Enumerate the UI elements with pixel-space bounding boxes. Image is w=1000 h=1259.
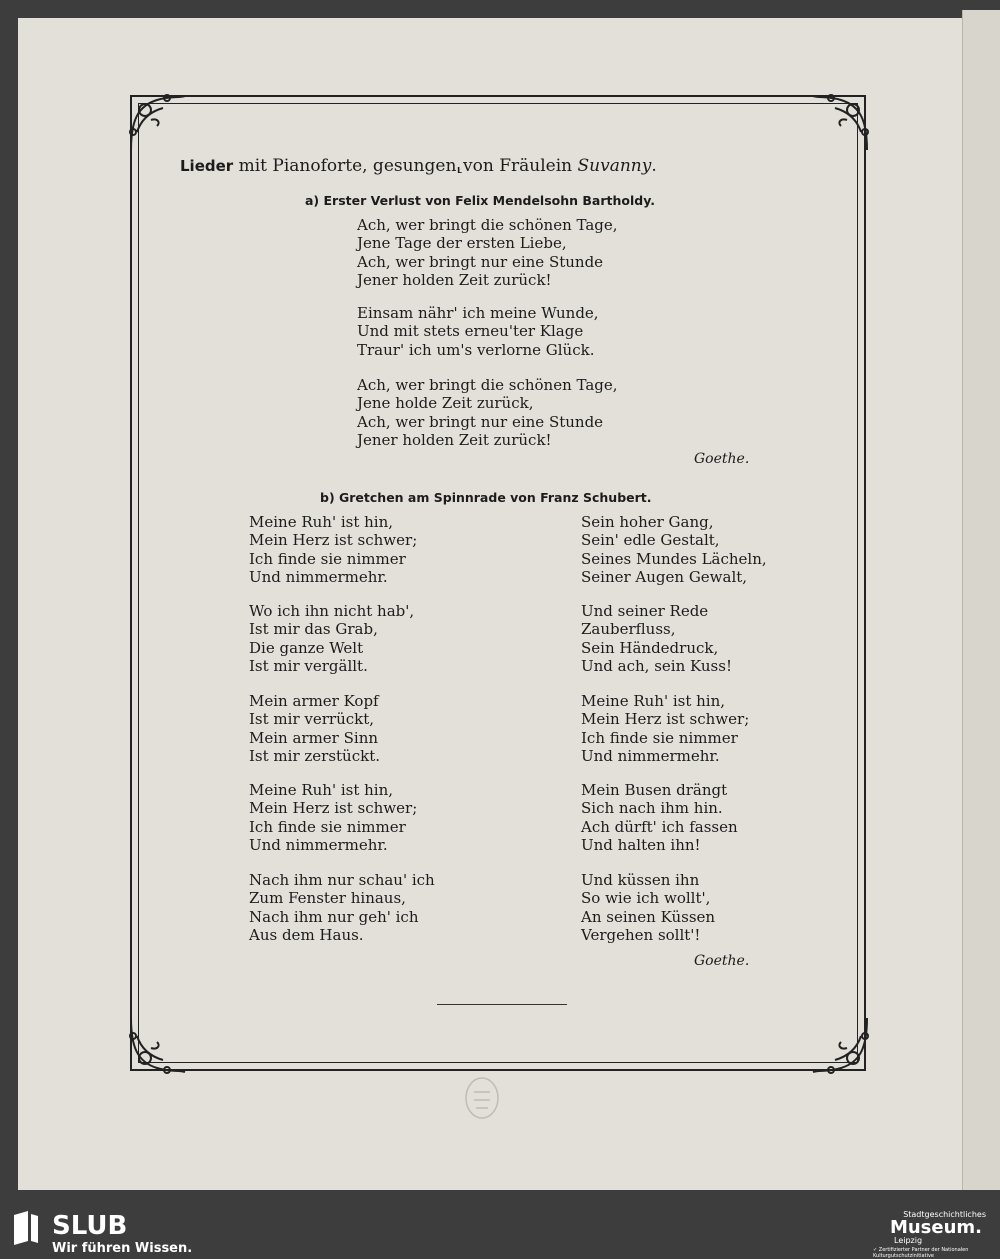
verse-line: Die ganze Welt [249, 638, 364, 657]
verse-line: Und nimmermehr. [249, 835, 388, 854]
verse-line: Mein armer Kopf [249, 692, 379, 710]
verse-line: Jener holden Zeit zurück! [357, 270, 552, 289]
slub-name[interactable]: SLUB [52, 1211, 128, 1241]
song-a-stanza [357, 216, 618, 289]
verse-line: Ach, wer bringt die schönen Tage, [357, 376, 618, 394]
song-a-author: Goethe. [694, 451, 750, 467]
verse-line: Wo ich ihn nicht hab', [249, 602, 415, 620]
verse-line: Zum Fenster hinaus, [249, 889, 406, 908]
museum-partner-note: ✓ Zertifizierter Partner der Nationalen Kulturgutschutzinitiative [873, 1247, 969, 1259]
verse-line: Seines Mundes Lächeln, [581, 549, 767, 568]
verse-line: Sich nach ihm hin. [581, 799, 723, 818]
verse-line: Ist mir das Grab, [249, 620, 378, 639]
verse-line: Sein' edle Gestalt, [581, 531, 720, 550]
song-b-left-stanza [249, 781, 417, 854]
verse-line: Ist mir zerstückt. [249, 746, 381, 765]
verse-line: Sein Händedruck, [581, 638, 719, 657]
song-b-right-stanza [581, 781, 738, 854]
verse-line: An seinen Küssen [581, 907, 716, 926]
verse-line: Und seiner Rede [581, 602, 709, 620]
verse-line: Zauberfluss, [581, 620, 676, 639]
song-b-right-stanza [581, 871, 715, 944]
verse-line: Meine Ruh' ist hin, [249, 781, 394, 799]
slub-tagline: Wir führen Wissen. [52, 1241, 193, 1256]
museum-city: Leipzig [894, 1236, 923, 1245]
verse-line: Ich finde sie nimmer [249, 817, 406, 836]
verse-line: Mein Herz ist schwer; [249, 799, 418, 818]
verse-line: Mein Herz ist schwer; [581, 710, 750, 729]
song-b-left-stanza [249, 871, 435, 944]
program-heading: Lieder mit Pianoforte, gesungen⸤von Fräulein Suvanny. [180, 156, 657, 176]
verse-line: Meine Ruh' ist hin, [249, 513, 394, 531]
corner-ornament-icon [127, 92, 189, 154]
song-b-right-stanza [581, 602, 732, 675]
verse-line: Und mit stets erneu'ter Klage [357, 322, 584, 341]
verse-line: Sein hoher Gang, [581, 513, 714, 531]
song-b-right-stanza [581, 692, 749, 765]
verse-line: So wie ich wollt', [581, 889, 711, 908]
verse-line: Ach, wer bringt die schönen Tage, [357, 216, 618, 234]
verse-line: Seiner Augen Gewalt, [581, 567, 748, 586]
verse-line: Und nimmermehr. [249, 567, 388, 586]
song-b-title: b) Gretchen am Spinnrade von Franz Schubert. [320, 490, 652, 505]
verse-line: Mein Herz ist schwer; [249, 531, 418, 550]
corner-ornament-icon [127, 1014, 189, 1076]
verse-line: Und halten ihn! [581, 835, 701, 854]
verse-line: Einsam nähr' ich meine Wunde, [357, 304, 599, 322]
verse-line: Und küssen ihn [581, 871, 700, 889]
song-b-left-stanza [249, 692, 380, 765]
verse-line: Und ach, sein Kuss! [581, 656, 732, 675]
song-a-title: a) Erster Verlust von Felix Mendelsohn Bartholdy. [305, 193, 655, 208]
section-divider [437, 1004, 567, 1005]
verse-line: Und nimmermehr. [581, 746, 720, 765]
verse-line: Jene holde Zeit zurück, [357, 394, 534, 413]
verse-line: Traur' ich um's verlorne Glück. [357, 340, 595, 359]
verse-line: Vergehen sollt'! [581, 925, 701, 944]
song-b-author: Goethe. [694, 953, 750, 969]
song-b-left-stanza [249, 602, 414, 675]
slub-logo-icon[interactable] [12, 1211, 40, 1245]
verse-line: Ach dürft' ich fassen [581, 817, 738, 836]
verse-line: Aus dem Haus. [249, 925, 364, 944]
verse-line: Jener holden Zeit zurück! [357, 430, 552, 449]
corner-ornament-icon [809, 92, 871, 154]
verse-line: Meine Ruh' ist hin, [581, 692, 726, 710]
library-stamp-icon [462, 1074, 502, 1122]
museum-name[interactable]: Museum. [889, 1217, 982, 1238]
verse-line: Jene Tage der ersten Liebe, [357, 234, 567, 253]
corner-ornament-icon [809, 1014, 871, 1076]
verse-line: Nach ihm nur geh' ich [249, 907, 419, 926]
song-a-stanza [357, 376, 618, 449]
song-a-stanza [357, 304, 599, 359]
adjacent-page-edge [962, 10, 1000, 1190]
song-b-right-stanza [581, 513, 767, 586]
verse-line: Ich finde sie nimmer [581, 728, 738, 747]
song-b-left-stanza [249, 513, 417, 586]
verse-line: Mein Busen drängt [581, 781, 728, 799]
verse-line: Ist mir verrückt, [249, 710, 375, 729]
verse-line: Ach, wer bringt nur eine Stunde [357, 412, 604, 431]
verse-line: Ist mir vergällt. [249, 656, 368, 675]
verse-line: Ich finde sie nimmer [249, 549, 406, 568]
verse-line: Ach, wer bringt nur eine Stunde [357, 252, 604, 271]
museum-label-top: Stadtgeschichtliches [903, 1210, 986, 1219]
verse-line: Mein armer Sinn [249, 728, 379, 747]
verse-line: Nach ihm nur schau' ich [249, 871, 435, 889]
